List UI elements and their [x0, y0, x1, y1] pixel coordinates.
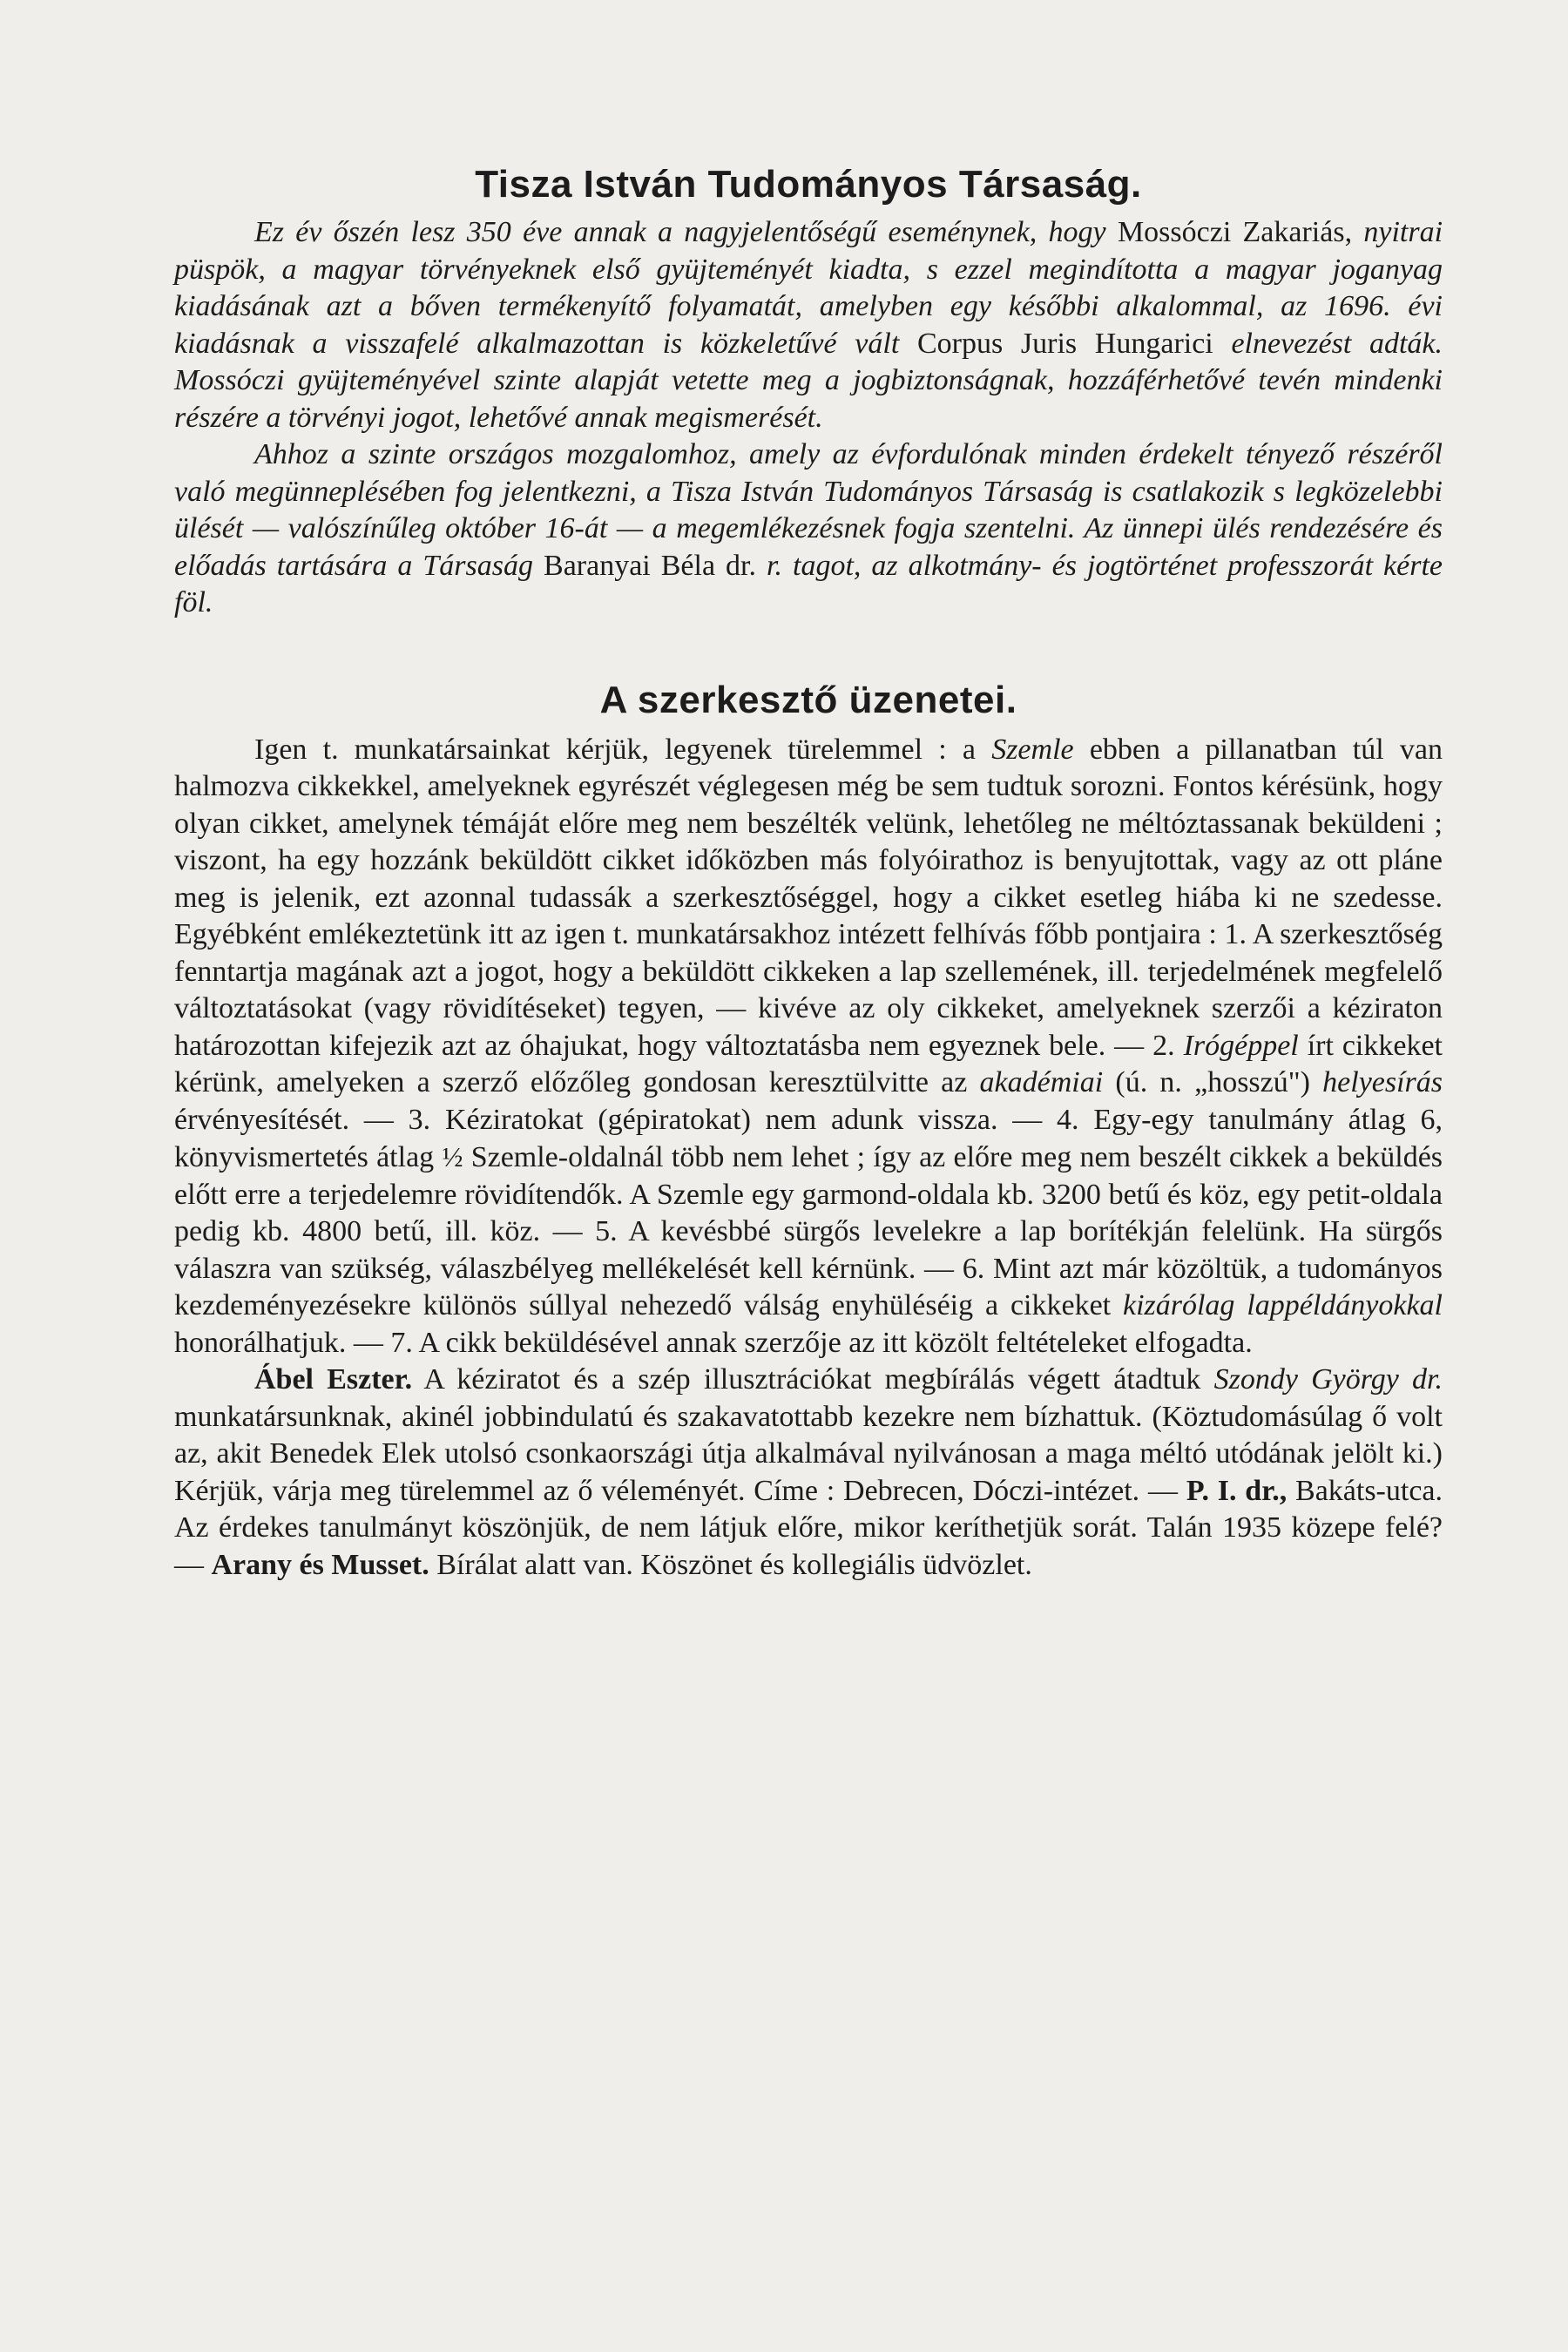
text-span: elnevezést adták. Mossóczi gyüjteményével szinte alapját vetette meg a jogbiztonságnak, hozzáférhetővé tevén mindenki részére a törvényi jogot, lehetővé annak megismerését. — [174, 327, 1443, 434]
text-span: Ez év őszén lesz 350 éve annak a nagyjelentőségű eseménynek, hogy — [254, 216, 1106, 248]
text-span: érvényesítését. — 3. Kéziratokat (gépiratokat) nem adunk vissza. — 4. Egy-egy tanulmány átlag 6, könyvismertetés átlag — [174, 1103, 1443, 1173]
text-span: ebben a pillanatban túl van halmozva cikkekkel, amelyeknek egyrészét véglegesen még be sem tudtuk sorozni. Fontos kérésünk, hogy olyan cikket, amelynek témáját előre meg nem beszélték velünk, lehetőleg ne méltóztassanak beküldeni ; viszont, ha egy hozzánk beküldött cikket időközben más folyóirathoz is benyujtottak, vagy az ott pláne meg is jelenik, ezt azonnal tudassák a szerkesztőséggel, hogy a cikket esetleg hiába ki ne szedesse. Egyébként emlékeztetünk itt az igen t. munkatársakhoz intézett felhívás főbb pontjaira : 1. A szerkesztőség fenntartja magának azt a jogot, hogy a beküldött cikkeken a lap szellemének, ill. terjedelmének megfelelő változtatásokat (vagy rövidítéseket) tegyen, — kivéve az oly cikkeket, amelyeknek szerzői a kéziraton határozottan kifejezik azt az óhajukat, hogy változtatásba nem egyeznek bele. — 2. — [174, 733, 1443, 1062]
paragraph-commemoration — [174, 436, 1443, 622]
text-span: Bírálat alatt van. Köszönet és kollegiális üdvözlet. — [436, 1548, 1032, 1581]
text-span: Szondy György dr. — [1213, 1363, 1443, 1396]
text-span: Ahhoz a szinte országos mozgalomhoz, amely az évfordulónak minden érdekelt tényező részéről való megünneplésében fog jelentkezni, a Tisza István Tudományos Társaság is csatlakozik s legközelebbi ülését — valószínűleg október 16-át — a megemlékezésnek fogja szentelni. Az ünnepi ülés rendezésére és előadás tartására a Társaság — [174, 438, 1443, 582]
text-span: akadémiai — [979, 1066, 1104, 1098]
text-span: helyesírás — [1322, 1066, 1443, 1098]
paragraph-contributor-notice — [174, 732, 1443, 1362]
text-span: munkatársunknak, akinél jobbindulatú és szakavatottabb kezekre nem bízhattuk. (Köztudomásúlag ő volt az, akit Benedek Elek utolsó csonkaországi útja alkalmával nyilvánosan a maga méltó utódának jelölt ki.) Kérjük, várja meg türelemmel az ő véleményét. Címe : Debrecen, Dóczi-intézet. — — [174, 1400, 1443, 1507]
text-span: A kéziratot és a szép illusztrációkat megbírálás végett átadtuk — [423, 1363, 1201, 1396]
text-span: írt cikkeket kérünk, amelyeken a szerző előzőleg gondosan keresztülvitte az — [174, 1029, 1443, 1098]
text-span: r. tagot, az alkotmány- és jogtörténet professzorát kérte föl. — [174, 549, 1443, 618]
text-span: Igen t. munkatársainkat kérjük, legyenek türelemmel : a — [254, 733, 976, 766]
fraction-half: ½ — [442, 1141, 463, 1173]
document-page — [174, 157, 1443, 1584]
text-span: Mossóczi Zakariás, — [1117, 216, 1353, 248]
section-title-editor-messages: A szerkesztő üzenetei. — [599, 678, 1017, 721]
text-span: nyitrai püspök, a magyar törvényeknek első gyüjteményét kiadta, s ezzel megindította a magyar joganyag kiadásának azt a bőven termékenyítő folyamatát, amelyben egy későbbi alkalommal, az 1696. évi kiadásnak a visszafelé alkalmazottan is közkeletűvé vált — [174, 216, 1443, 360]
text-span: honorálhatjuk. — 7. A cikk beküldésével annak szerzője az itt közölt feltételeket elfogadta. — [174, 1326, 1253, 1359]
text-span: Baranyai Béla dr. — [544, 549, 757, 582]
text-span: Szemle — [991, 733, 1074, 766]
text-span: Szemle-oldalnál több nem lehet ; így az előre meg nem beszélt cikkek a beküldés előtt erre a terjedelemre rövidítendők. A Szemle egy garmond-oldala kb. 3200 betű és köz, egy petit-oldala pedig kb. 4800 betű, ill. köz. — 5. A kevésbbé sürgős levelekre a lap borítékján felelünk. Ha sürgős válaszra van szükség, válaszbélyeg mellékelését kell kérnünk. — 6. Mint azt már közöltük, a tudományos kezdeményezésekre különös súllyal nehezedő válság enyhüléséig a cikkeket — [174, 1141, 1443, 1321]
recipient-name: Ábel Eszter. — [254, 1363, 413, 1396]
paragraph-anniversary — [174, 214, 1443, 436]
recipient-name: P. I. dr., — [1186, 1474, 1288, 1507]
text-span: (ú. n. „hosszú") — [1115, 1066, 1323, 1098]
text-span: Irógéppel — [1183, 1029, 1299, 1062]
text-span: Corpus Juris Hungarici — [916, 327, 1213, 360]
section-title-tisza-society: Tisza István Tudományos Társaság. — [475, 163, 1142, 206]
text-span: Bakáts-utca. Az érdekes tanulmányt köszönjük, de nem látjuk előre, mikor keríthetjük sorát. Talán 1935 közepe felé? — — [174, 1474, 1443, 1581]
paragraph-replies — [174, 1362, 1443, 1584]
recipient-name: Arany és Musset. — [211, 1548, 429, 1581]
text-span: kizárólag lappéldányokkal — [1122, 1289, 1443, 1321]
